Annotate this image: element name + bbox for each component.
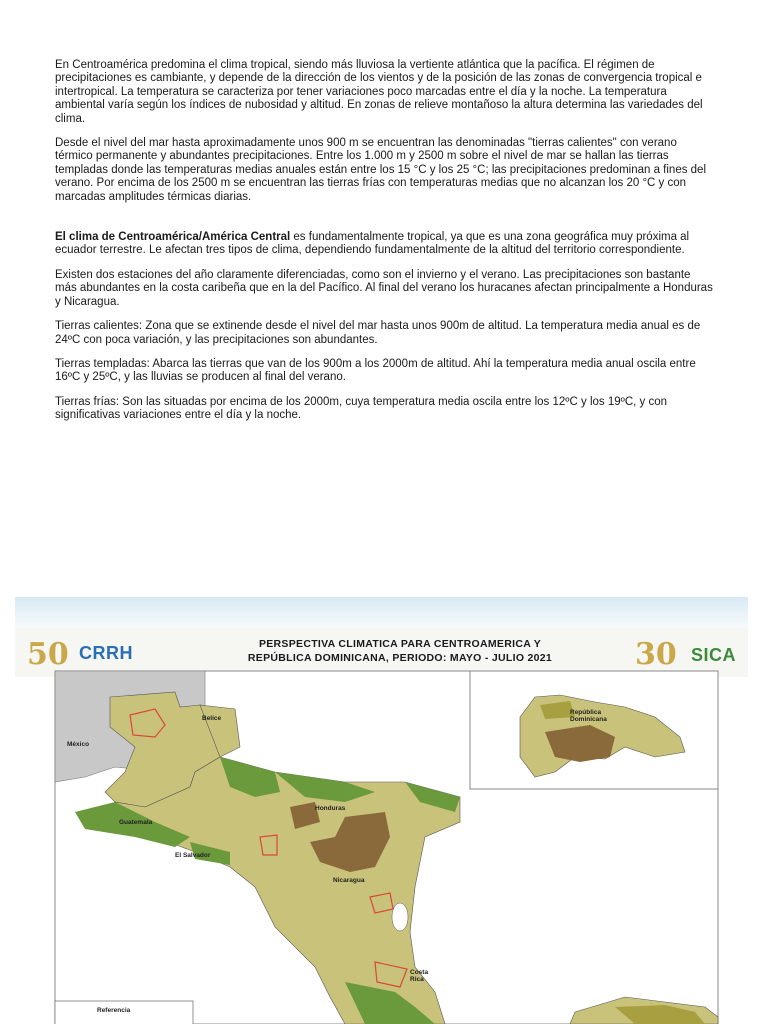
label-guatemala: Guatemala — [119, 819, 153, 826]
paragraph-3 — [55, 231, 715, 258]
paragraph-7: Tierras frías: Son las situadas por encima de los 2000m, cuya temperatura media oscila entre los 12ºC y los 19ºC, y con significativas variaciones entre el día y la noche. — [55, 395, 668, 422]
paragraph-4: Existen dos estaciones del año claramente diferenciadas, como son el invierno y el verano. Las precipitaciones son bastante más abundantes en la costa caribeña que en la del Pacífico. Al final del verano los huracanes afectan principalmente a Honduras y Nicaragua. — [55, 268, 713, 308]
paragraph-2: Desde el nivel del mar hasta aproximadamente unos 900 m se encuentran las denominadas "tierras calientes" con verano térmico permanente y abundantes precipitaciones. Entre los 1.000 m y 2500 m sobre el nivel de mar se hallan las tierras templadas donde las temperaturas medias anuales están entre los 15 °C y los 25 °C; las precipitaciones predominan a fines del verano. Por encima de los 2500 m se encuentran las tierras frías con temperaturas medias que no alcanzan los 20 °C y con marcadas amplitudes térmicas diarias. — [55, 137, 707, 203]
map-title — [195, 637, 605, 665]
map-title-line-1: PERSPECTIVA CLIMATICA PARA CENTROAMERICA Y — [258, 638, 542, 650]
lake-nicaragua — [392, 903, 408, 931]
label-nicaragua: Nicaragua — [333, 877, 365, 884]
label-costa-rica: Costa Rica — [410, 969, 429, 983]
paragraph-6: Tierras templadas: Abarca las tierras que van de los 900m a los 2000m de altitud. Ahí la temperatura media anual oscila entre 16ºC y 25ºC, y las lluvias se producen al final del verano. — [55, 357, 696, 384]
sica-logo-number: 30 — [635, 637, 677, 672]
sica-logo — [635, 637, 745, 677]
map-title-line-2: REPÚBLICA DOMINICANA, PERIODO: MAYO - JULIO 2021 — [247, 652, 553, 664]
crrh-logo-text: CRRH — [79, 643, 133, 663]
legend-title: Referencia — [97, 1007, 131, 1014]
climate-map-figure — [15, 597, 748, 1024]
label-mexico: México — [67, 741, 90, 748]
crrh-logo-number: 50 — [27, 637, 69, 672]
paragraph-3-bold: El clima de Centroamérica/América Central — [55, 231, 291, 244]
crrh-logo — [27, 637, 157, 677]
label-belice: Belice — [202, 715, 222, 722]
article-text — [55, 59, 715, 434]
sica-logo-text: SICA — [691, 645, 737, 665]
label-republica-dominicana: República Dominicana — [570, 709, 607, 723]
label-honduras: Honduras — [315, 805, 346, 812]
paragraph-5: Tierras calientes: Zona que se extinende desde el nivel del mar hasta unos 900m de altitud. La temperatura media anual es de 24ºC con poca variación, y las precipitaciones son abundantes. — [55, 320, 701, 346]
paragraph-3-rest: es fundamentalmente tropical, ya que es una zona geográfica muy próxima al ecuador terrestre. Le afectan tres tipos de clima, dependiendo fundamentalmente de la altitud del territorio correspondiente. — [55, 231, 690, 257]
label-salvador: El Salvador — [175, 852, 211, 859]
paragraph-1: En Centroamérica predomina el clima tropical, siendo más lluviosa la vertiente atlántica que la pacífica. El régimen de precipitaciones es cambiante, y depende de la dirección de los vientos y de la posición de las zonas de convergencia tropical e intertropical. La temperatura se caracteriza por tener variaciones poco marcadas entre el día y la noche. La temperatura ambiental varía según los índices de nubosidad y altitud. En zonas de relieve montañoso la altura determina las variedades del clima. — [55, 59, 703, 125]
